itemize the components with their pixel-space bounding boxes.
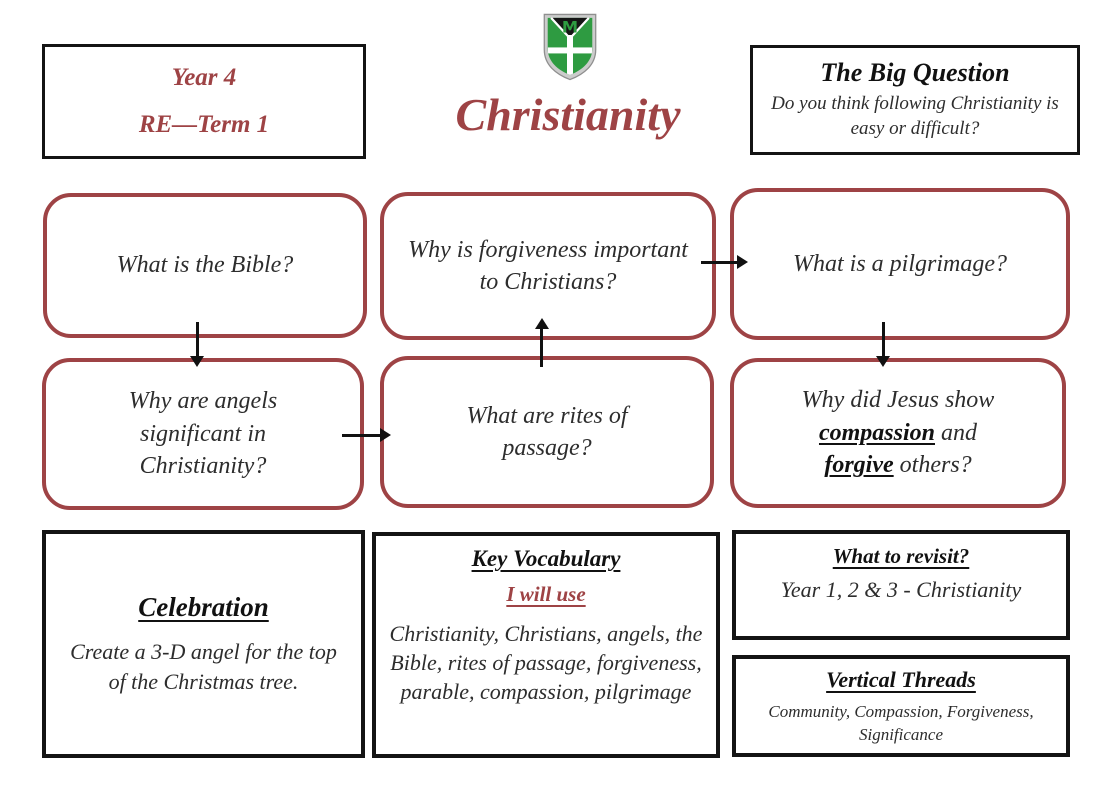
course-term: RE—Term 1 xyxy=(138,110,270,138)
flow-box-pilgrimage-text: What is a pilgrimage? xyxy=(793,250,1007,277)
flow-box-rites xyxy=(380,356,714,508)
jesus-others: others? xyxy=(893,452,972,479)
jesus-and: and xyxy=(935,419,977,446)
revisit-body: Year 1, 2 & 3 - Christianity xyxy=(780,577,1022,602)
course-box xyxy=(42,44,366,159)
flow-box-angels xyxy=(42,358,364,510)
arrow-line xyxy=(701,261,739,264)
key-vocabulary-words: Christianity, Christians, angels, the Bible, rites of passage, forgiveness, parable, compassion, pilgrimage xyxy=(389,621,703,705)
celebration-heading: Celebration xyxy=(138,591,269,622)
flow-box-jesus xyxy=(730,358,1066,508)
school-crest-icon xyxy=(540,8,600,91)
jesus-forgive: forgive xyxy=(824,452,894,479)
key-vocabulary-box xyxy=(372,532,720,758)
page-title: Christianity xyxy=(455,89,681,140)
jesus-line1: Why did Jesus show xyxy=(801,387,995,414)
key-vocabulary-subheading: I will use xyxy=(506,582,586,606)
jesus-compassion: compassion xyxy=(818,419,935,446)
revisit-box xyxy=(732,530,1070,640)
celebration-box xyxy=(42,530,365,758)
arrow-line xyxy=(196,322,199,358)
arrow-line xyxy=(882,322,885,358)
flow-box-pilgrimage xyxy=(730,188,1070,340)
flow-box-bible-text: What is the Bible? xyxy=(116,252,294,279)
key-vocabulary-heading: Key Vocabulary xyxy=(471,546,621,571)
flow-box-rites-text: What are rites of passage? xyxy=(466,402,628,461)
revisit-heading: What to revisit? xyxy=(832,544,970,568)
vertical-threads-heading: Vertical Threads xyxy=(826,667,976,692)
arrow-line xyxy=(540,327,543,367)
arrow-right-icon xyxy=(380,428,391,442)
shield-icon xyxy=(540,8,600,86)
flow-box-forgiveness-text: Why is forgiveness important to Christians? xyxy=(408,236,688,295)
arrow-right-icon xyxy=(737,255,748,269)
big-question-heading: The Big Question xyxy=(820,58,1010,88)
flow-box-jesus-text xyxy=(802,384,995,481)
celebration-body: Create a 3-D angel for the top of the Christmas tree. xyxy=(70,638,337,694)
course-year: Year 4 xyxy=(171,64,237,92)
crest-letter: M xyxy=(561,17,579,37)
arrow-down-icon xyxy=(190,356,204,367)
vertical-threads-body: Community, Compassion, Forgiveness, Significance xyxy=(768,702,1034,744)
flow-box-bible xyxy=(43,193,367,338)
big-question-text: Do you think following Christianity is easy or difficult? xyxy=(771,93,1059,139)
arrow-line xyxy=(342,434,382,437)
big-question-box xyxy=(750,45,1080,155)
arrow-down-icon xyxy=(876,356,890,367)
vertical-threads-box xyxy=(732,655,1070,757)
flow-box-angels-text: Why are angels significant in Christianity? xyxy=(128,388,278,480)
